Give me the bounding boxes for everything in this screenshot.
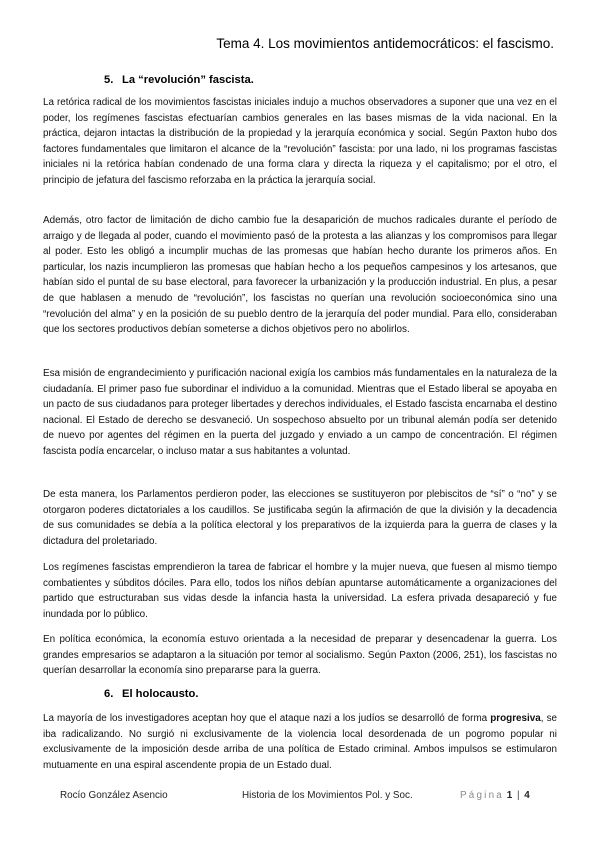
emphasis-text: progresiva [490, 713, 541, 724]
page-number: 1 [506, 790, 513, 801]
paragraph: De esta manera, los Parlamentos perdieron poder, las elecciones se sustituyeron por plebiscitos de “sí” o “no” y se otorgaron poderes dictatoriales a los caudillos. Se justificaba según la afirmación de que la división y la decadencia de sus comunidades se debía a la política electoral y los preparativos de la izquierda para la guerra de clases y la dictadura del proletariado. [43, 489, 557, 547]
section-number: 6. [104, 688, 114, 700]
section-title: El holocausto. [122, 688, 199, 700]
section-number: 5. [104, 74, 114, 86]
paragraph-text: , se iba radicalizando. No surgió ni exclusivamente de la violencia local desordenada de un pogromo popular ni exclusivamente de la imposición desde arriba de una política de Estado criminal. Ambos impulsos se estimularon mutuamente en una espiral ascendente propia de un Estado dual. [43, 713, 557, 771]
paragraph: En política económica, la economía estuvo orientada a la necesidad de preparar y desencadenar la guerra. Los grandes empresarios se adaptaron a la situación por temor al socialismo. Según Paxton (2006, 251), los fascistas no querían desarrollar la economía sino prepararse para la guerra. [43, 634, 557, 677]
paragraph: Los regímenes fascistas emprendieron la tarea de fabricar el hombre y la mujer nueva, que fuesen al mismo tiempo combatientes y súbditos dóciles. Para ello, todos los niños debían apuntarse automáticamente a organizaciones del partido que estructuraban sus vidas desde la infancia hasta la universidad. La esfera privada desapareció y fue inundada por lo público. [43, 562, 557, 620]
paragraph: Además, otro factor de limitación de dicho cambio fue la desaparición de muchos radicales durante el período de arraigo y de llegada al poder, cuando el movimiento pasó de la protesta a las alianzas y los compromisos para llegar al poder. Esto les obligó a incumplir muchas de las promesas que habían hecho durante los primeros años. En particular, los nazis incumplieron las promesas que habían hecho a los pequeños campesinos y los artesanos, que habían sido el puntal de su base electoral, para favorecer la urbanización y la producción industrial. En plus, a pesar de que hablasen a menudo de “revolución”, los fascistas no querían una revolución socioeconómica sino una “revolución del alma” y en la posición de su pueblo dentro de la jerarquía del poder mundial. Para ello, consideraban que los sectores productivos debían someterse a dichos objetivos pero no abolirlos. [43, 215, 557, 336]
paragraph: Esa misión de engrandecimiento y purificación nacional exigía los cambios más fundamentales en la naturaleza de la ciudadanía. El primer paso fue subordinar el individuo a la comunidad. Mientras que el Estado liberal se apoyaba en un pacto de sus ciudadanos para proteger libertades y derechos individuales, el Estado fascista encarnaba el destino nacional. El Estado de derecho se desvaneció. Un sospechoso absuelto por un tribunal alemán podía ser detenido de nuevo por agentes del régimen en la puerta del juzgado y enviado a un campo de concentración. El régimen fascista podía encarcelar, o incluso matar a sus habitantes a voluntad. [43, 368, 557, 457]
paragraph-text: La mayoría de los investigadores aceptan hoy que el ataque nazi a los judíos se desarrolló de forma [43, 713, 491, 724]
page-total: 4 [524, 790, 530, 801]
section-title: La “revolución” fascista. [122, 74, 254, 86]
footer-subject: Historia de los Movimientos Pol. y Soc. [242, 790, 413, 801]
page-header-title: Tema 4. Los movimientos antidemocráticos: el fascismo. [216, 36, 554, 51]
section-heading-holocaust [104, 688, 198, 700]
footer-author: Rocío González Asencio [60, 790, 168, 801]
footer-page-indicator [460, 790, 530, 801]
page-label: Página [460, 790, 504, 801]
section-heading-revolution [104, 74, 254, 86]
paragraph [43, 711, 557, 773]
paragraph: La retórica radical de los movimientos fascistas iniciales indujo a muchos observadores a suponer que una vez en el poder, los regímenes fascistas efectuarían cambios generales en las bases mismas de la vida nacional. En la práctica, dejaron intactas la distribución de la propiedad y la jerarquía económica y social. Según Paxton hubo dos factores fundamentales que limitaron el alcance de la “revolución” fascista: por una lado, ni los programas fascistas iniciales ni la retórica habían condenado de una forma clara y directa la riqueza y el capitalismo; por el otro, el principio de jefatura del fascismo reforzaba en la práctica la jerarquía social. [43, 97, 557, 186]
page-separator: | [516, 790, 520, 801]
